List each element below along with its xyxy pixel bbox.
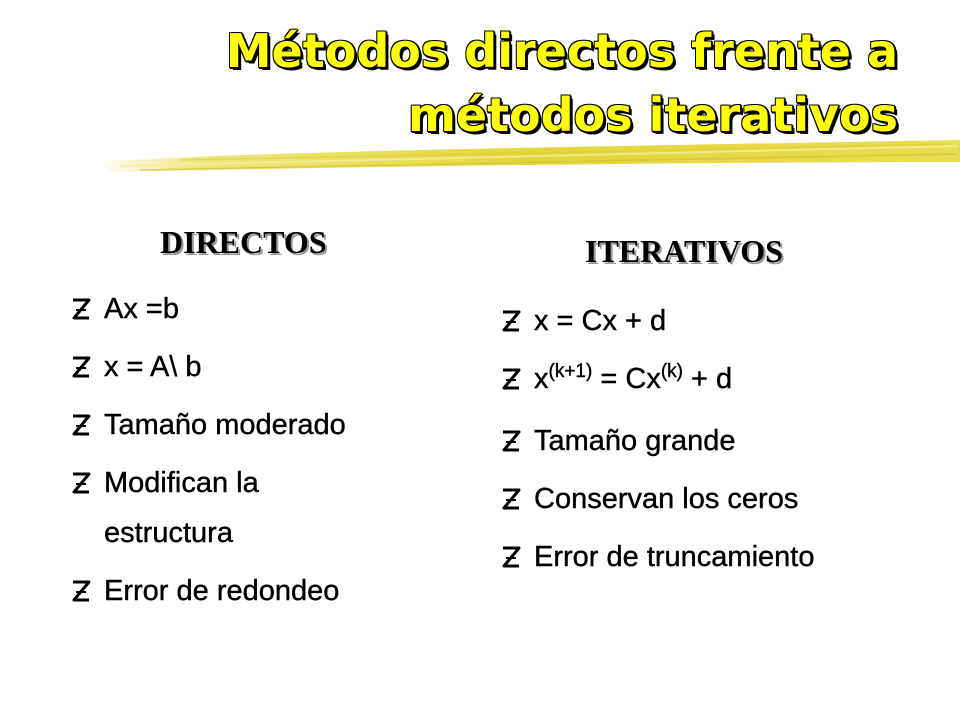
brush-stroke-divider <box>0 132 960 180</box>
list-item <box>68 338 448 396</box>
iterativos-list <box>498 292 938 586</box>
iterativos-heading: ITERATIVOS <box>585 233 783 269</box>
list-item <box>68 454 448 562</box>
z-bullet-icon <box>498 528 528 586</box>
iterativos-item-text: Tamaño grande <box>534 425 736 457</box>
iteration-formula <box>534 363 732 395</box>
directos-heading: DIRECTOS <box>160 224 327 260</box>
slide-title-line-2: métodos iterativos <box>407 88 898 142</box>
list-item <box>498 350 938 412</box>
directos-item-text: Tamaño moderado <box>104 409 346 441</box>
iterativos-item-text: Error de truncamiento <box>534 541 815 573</box>
z-bullet-icon <box>68 396 98 454</box>
directos-item-text: Error de redondeo <box>104 575 340 607</box>
formula-superscript-k-plus-1: (k+1) <box>548 361 593 382</box>
z-bullet-icon <box>498 412 528 470</box>
title-block <box>0 0 960 200</box>
z-bullet-icon <box>68 280 98 338</box>
formula-plus-d: + d <box>682 363 733 395</box>
list-item <box>68 562 448 620</box>
formula-superscript-k: (k) <box>660 361 683 382</box>
z-bullet-icon <box>498 292 528 350</box>
iterativos-item-text: x = Cx + d <box>534 305 667 337</box>
z-bullet-icon <box>68 338 98 396</box>
directos-item-text: x = A\ b <box>104 351 202 383</box>
directos-list <box>68 280 448 620</box>
z-bullet-icon <box>498 470 528 528</box>
z-bullet-icon <box>498 350 528 408</box>
z-bullet-icon <box>68 562 98 620</box>
formula-equals-cx: = Cx <box>592 363 661 395</box>
list-item <box>68 280 448 338</box>
directos-item-text: Modifican la estructura <box>104 467 259 549</box>
directos-item-text: Ax =b <box>104 293 179 325</box>
list-item <box>498 412 938 470</box>
formula-x: x <box>534 363 549 395</box>
iterativos-item-text: Conservan los ceros <box>534 483 799 515</box>
list-item <box>68 396 448 454</box>
z-bullet-icon <box>68 454 98 512</box>
list-item <box>498 528 938 586</box>
list-item <box>498 470 938 528</box>
slide-title-line-1: Métodos directos frente a <box>225 24 898 78</box>
list-item <box>498 292 938 350</box>
